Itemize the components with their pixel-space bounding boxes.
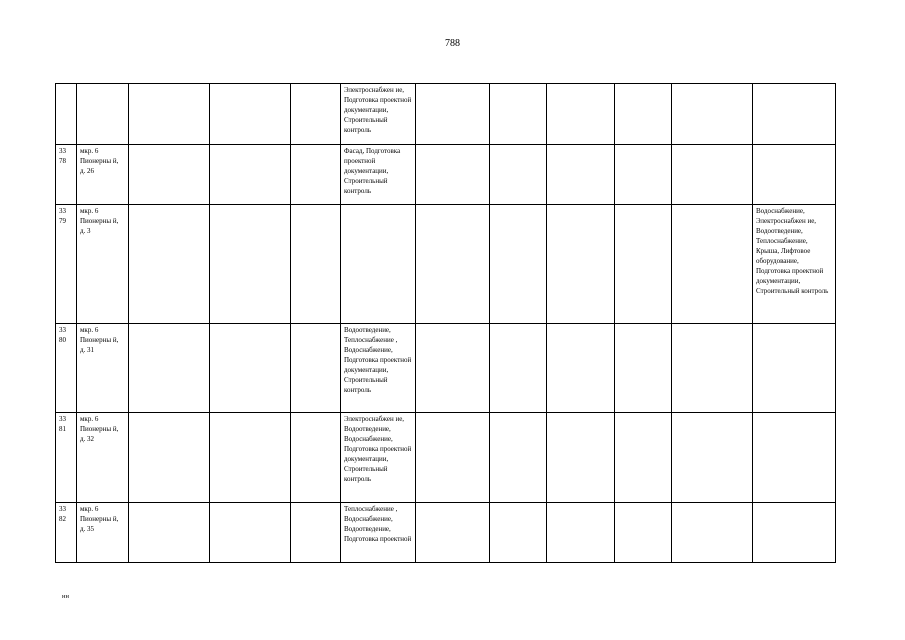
works-table (55, 83, 836, 563)
work-types-cell: Теплоснабжение , Водоснабжение, Водоотведение, Подготовка проектной (341, 503, 416, 563)
work-types-cell-last (753, 84, 836, 145)
page-number: 788 (445, 38, 460, 49)
work-types-cell-last (753, 145, 836, 205)
work-types-cell (341, 205, 416, 324)
table-row (56, 413, 836, 503)
work-types-cell: Фасад, Подготовка проектной документации, Строительный контроль (341, 145, 416, 205)
address-cell: мкр. 6 Пионерны й, д. 3 (77, 205, 129, 324)
table-row (56, 324, 836, 413)
table-row (56, 503, 836, 563)
row-number-cell: 33 80 (56, 324, 77, 413)
work-types-cell: Электроснабжен ие, Водоотведение, Водоснабжение, Подготовка проектной документации, Строительный контроль (341, 413, 416, 503)
address-cell: мкр. 6 Пионерны й, д. 26 (77, 145, 129, 205)
work-types-cell: Водоотведение, Теплоснабжение , Водоснабжение, Подготовка проектной документации, Строительный контроль (341, 324, 416, 413)
table-row (56, 145, 836, 205)
row-number-cell: 33 82 (56, 503, 77, 563)
work-types-cell-last (753, 324, 836, 413)
row-number-cell: 33 81 (56, 413, 77, 503)
row-number-cell (56, 84, 77, 145)
row-number-cell: 33 79 (56, 205, 77, 324)
table-row (56, 205, 836, 324)
address-cell: мкр. 6 Пионерны й, д. 32 (77, 413, 129, 503)
row-number-cell: 33 78 (56, 145, 77, 205)
address-cell (77, 84, 129, 145)
footer-mark: нн (62, 593, 69, 600)
table-row (56, 84, 836, 145)
address-cell: мкр. 6 Пионерны й, д. 35 (77, 503, 129, 563)
work-types-cell-last: Водоснабжение, Электроснабжен ие, Водоотведение, Теплоснабжение, Крыша, Лифтовое оборудование, Подготовка проектной документации, Строительный контроль (753, 205, 836, 324)
work-types-cell: Электроснабжен ие, Подготовка проектной документации, Строительный контроль (341, 84, 416, 145)
work-types-cell-last (753, 413, 836, 503)
address-cell: мкр. 6 Пионерны й, д. 31 (77, 324, 129, 413)
work-types-cell-last (753, 503, 836, 563)
